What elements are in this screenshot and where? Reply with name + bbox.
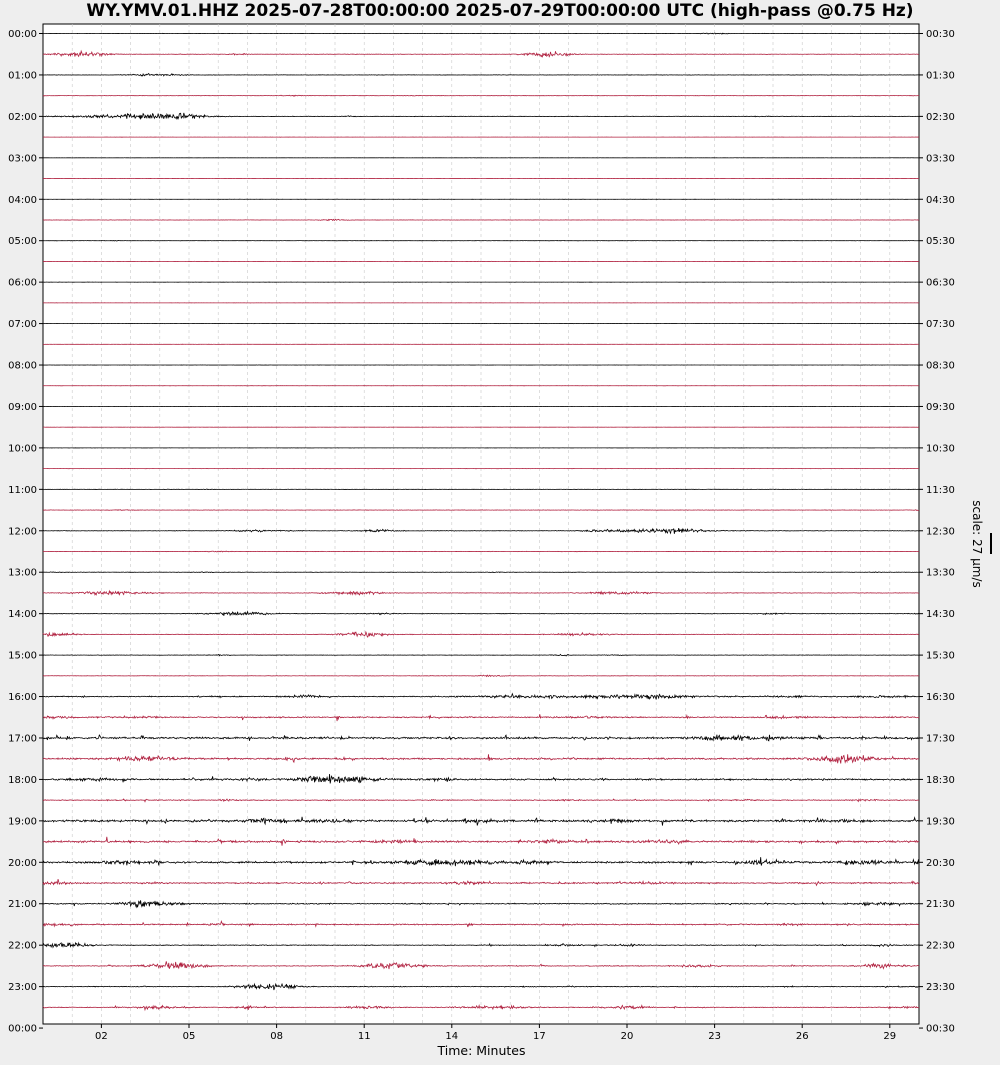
x-tick-label-0: 02 bbox=[95, 1031, 108, 1042]
right-row-label-3: 03:30 bbox=[926, 153, 955, 165]
right-row-label-0: 00:30 bbox=[926, 29, 955, 40]
right-row-label-10: 10:30 bbox=[926, 443, 955, 455]
right-row-label-24: 00:30 bbox=[926, 1023, 955, 1035]
left-row-label-21: 21:00 bbox=[8, 899, 37, 911]
x-tick-label-1: 05 bbox=[182, 1031, 196, 1042]
trace-row-22 bbox=[43, 489, 919, 490]
left-row-label-7: 07:00 bbox=[8, 319, 37, 331]
left-row-label-14: 14:00 bbox=[8, 609, 37, 621]
x-tick-label-5: 17 bbox=[533, 1031, 546, 1042]
left-row-label-17: 17:00 bbox=[8, 733, 37, 745]
left-row-label-22: 22:00 bbox=[8, 940, 37, 952]
trace-row-23 bbox=[43, 510, 919, 511]
left-row-label-11: 11:00 bbox=[8, 484, 37, 496]
right-row-label-1: 01:30 bbox=[926, 70, 955, 82]
left-row-label-8: 08:00 bbox=[8, 360, 37, 372]
right-row-label-13: 13:30 bbox=[926, 567, 955, 579]
right-row-label-8: 08:30 bbox=[926, 360, 955, 372]
left-row-label-23: 23:00 bbox=[8, 982, 37, 994]
right-row-label-22: 22:30 bbox=[926, 940, 955, 952]
x-tick-label-6: 20 bbox=[620, 1031, 634, 1042]
left-row-label-10: 10:00 bbox=[8, 443, 37, 455]
left-row-label-18: 18:00 bbox=[8, 774, 37, 786]
x-tick-label-9: 29 bbox=[883, 1031, 897, 1042]
right-row-label-5: 05:30 bbox=[926, 236, 955, 248]
left-row-label-15: 15:00 bbox=[8, 650, 37, 662]
chart-title: WY.YMV.01.HHZ 2025-07-28T00:00:00 2025-07-29T00:00:00 UTC (high-pass @0.75 Hz) bbox=[86, 1, 914, 21]
left-row-label-13: 13:00 bbox=[8, 567, 37, 579]
x-tick-label-7: 23 bbox=[708, 1031, 721, 1042]
right-row-label-17: 17:30 bbox=[926, 733, 955, 745]
right-row-label-16: 16:30 bbox=[926, 692, 955, 704]
x-tick-label-8: 26 bbox=[795, 1031, 809, 1042]
right-row-label-19: 19:30 bbox=[926, 816, 955, 828]
left-row-label-16: 16:00 bbox=[8, 692, 37, 704]
left-row-label-24: 00:00 bbox=[8, 1023, 37, 1035]
right-row-label-9: 09:30 bbox=[926, 401, 955, 413]
x-tick-label-4: 14 bbox=[445, 1031, 459, 1042]
right-row-label-7: 07:30 bbox=[926, 319, 955, 331]
right-row-label-23: 23:30 bbox=[926, 982, 955, 994]
x-tick-label-2: 08 bbox=[270, 1031, 283, 1042]
right-row-label-21: 21:30 bbox=[926, 899, 955, 911]
left-row-label-19: 19:00 bbox=[8, 816, 37, 828]
right-row-label-18: 18:30 bbox=[926, 774, 955, 786]
left-row-label-1: 01:00 bbox=[8, 70, 37, 82]
left-row-label-12: 12:00 bbox=[8, 526, 37, 538]
right-row-label-2: 02:30 bbox=[926, 111, 955, 123]
left-row-label-20: 20:00 bbox=[8, 857, 37, 869]
right-row-label-14: 14:30 bbox=[926, 609, 955, 621]
right-row-label-4: 04:30 bbox=[926, 194, 955, 206]
left-row-label-9: 09:00 bbox=[8, 401, 37, 413]
right-row-label-12: 12:30 bbox=[926, 526, 955, 538]
trace-row-10 bbox=[43, 240, 919, 241]
left-row-label-6: 06:00 bbox=[8, 277, 37, 289]
scale-label: scale: 27 µm/s bbox=[970, 500, 984, 588]
right-row-label-6: 06:30 bbox=[926, 277, 955, 289]
left-row-label-3: 03:00 bbox=[8, 153, 37, 165]
right-row-label-15: 15:30 bbox=[926, 650, 955, 662]
right-row-label-20: 20:30 bbox=[926, 857, 955, 869]
x-tick-label-3: 11 bbox=[357, 1031, 371, 1042]
left-row-label-2: 02:00 bbox=[8, 111, 37, 123]
left-row-label-4: 04:00 bbox=[8, 194, 37, 206]
x-axis-label: Time: Minutes bbox=[437, 1043, 526, 1058]
left-row-label-5: 05:00 bbox=[8, 236, 37, 248]
right-row-label-11: 11:30 bbox=[926, 484, 955, 496]
left-row-label-0: 00:00 bbox=[8, 29, 37, 40]
